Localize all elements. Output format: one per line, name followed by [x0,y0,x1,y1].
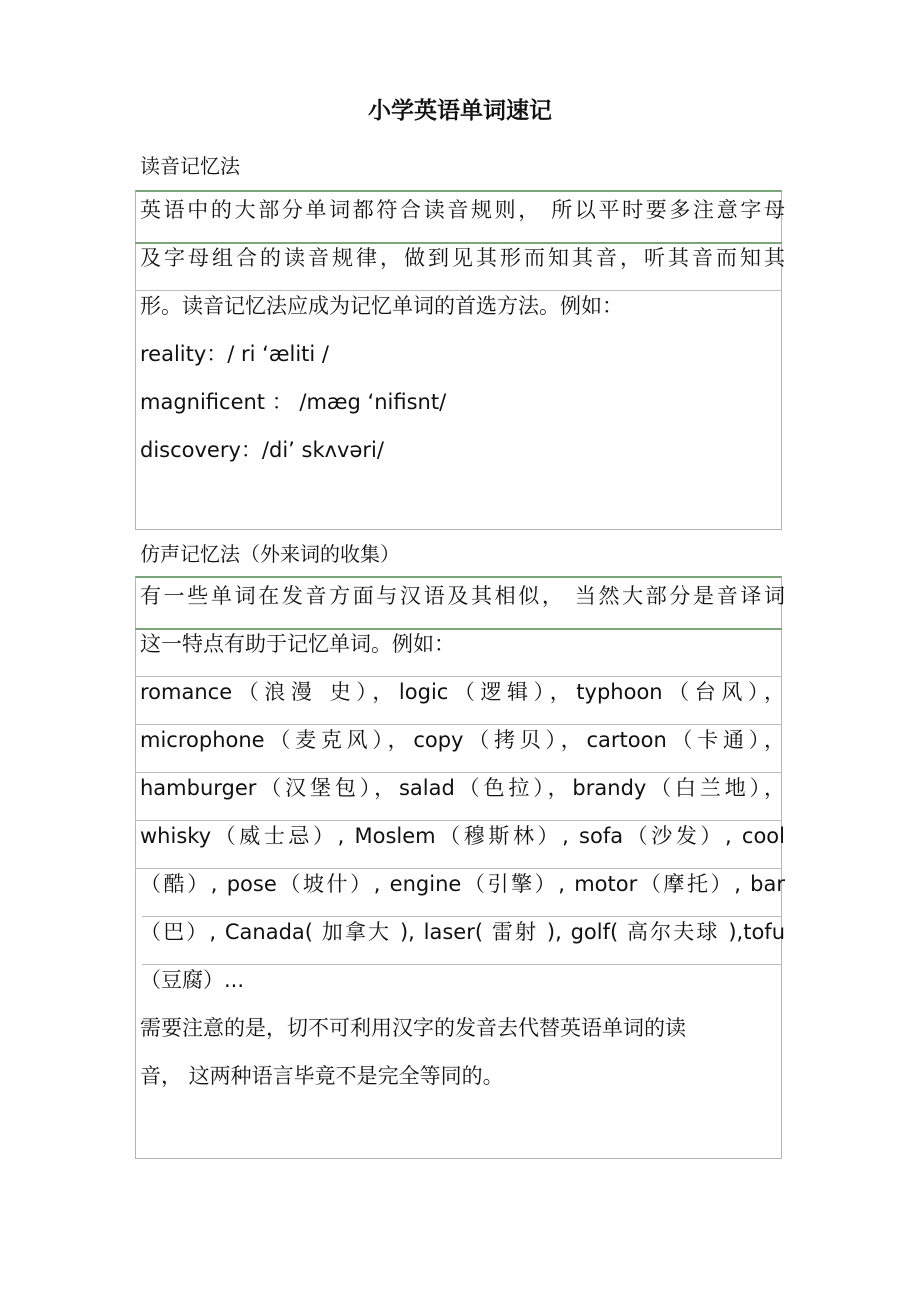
document-title: 小学英语单词速记 [368,98,552,124]
row-divider [135,820,782,821]
text-line: 音， 这两种语言毕竟不是完全等同的。 [140,1064,504,1088]
loanword-list-line: hamburger（汉堡包），salad（色拉），brandy（白兰地）， [140,776,785,800]
row-divider [135,772,782,773]
phonetic-example: discovery：/di’ skʌvəri/ [140,438,384,462]
text-line: 这一特点有助于记忆单词。例如： [140,632,455,656]
row-divider [135,724,782,725]
row-divider [135,676,782,677]
text-line: 有一些单词在发音方面与汉语及其相似， 当然大部分是音译词 [140,584,785,608]
loanword-list-line: microphone（麦克风），copy（拷贝），cartoon（卡通）， [140,728,785,752]
text-line: 英语中的大部分单词都符合读音规则， 所以平时要多注意字母 [140,198,785,222]
text-line: 需要注意的是，切不可利用汉字的发音去代替英语单词的读 [140,1016,686,1040]
phonetic-example: magnificent ： /mæg ‘nifisnt/ [140,390,447,414]
loanword-list-line: （巴）, Canada( 加拿大 ), laser( 雷射 ), golf( 高尔夫球 ),tofu [140,920,785,944]
row-divider [142,916,782,917]
section-heading-reading-memory: 读音记忆法 [140,154,240,178]
loanword-list-line: （酷）, pose（坡什）, engine（引擎）, motor（摩托）, bar [140,872,785,896]
text-line: 及字母组合的读音规律，做到见其形而知其音，听其音而知其 [140,246,785,270]
loanword-list-line: romance（浪漫 史），logic（逻辑），typhoon（台风）， [140,680,785,704]
text-line: 形。读音记忆法应成为记忆单词的首选方法。例如： [140,294,623,318]
loanword-list-line: whisky（威士忌）, Moslem（穆斯林）, sofa（沙发）, cool [140,824,785,848]
row-divider [135,868,782,869]
loanword-list-line: （豆腐）... [140,968,245,992]
row-divider [142,964,782,965]
phonetic-example: reality：/ ri ‘æliti / [140,342,329,366]
section-heading-imitation-memory: 仿声记忆法（外来词的收集） [140,542,400,566]
row-divider [135,290,782,291]
